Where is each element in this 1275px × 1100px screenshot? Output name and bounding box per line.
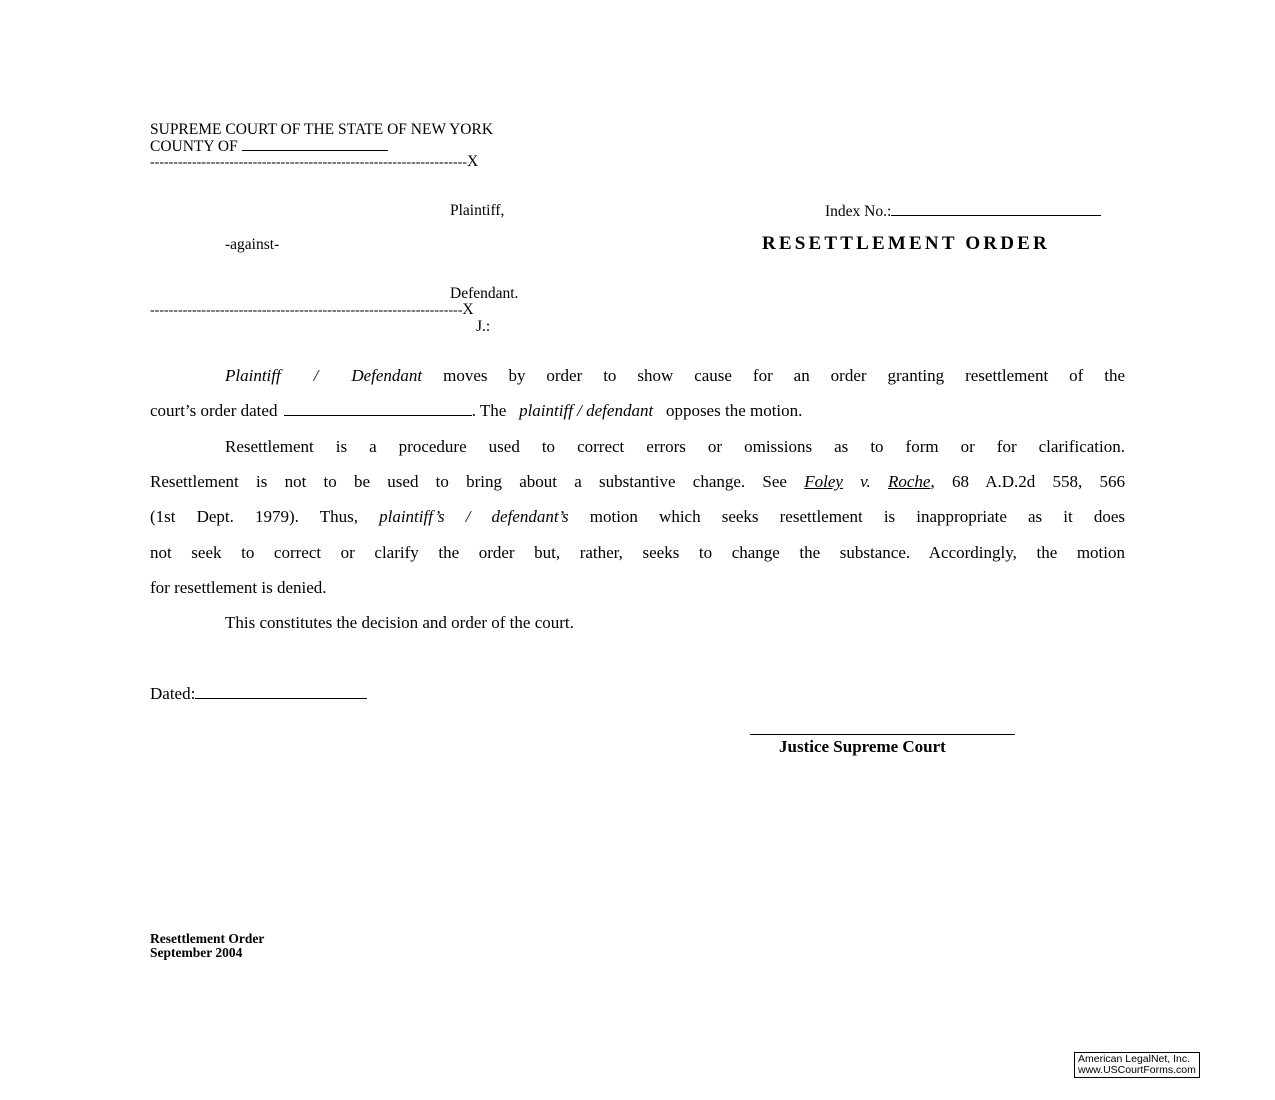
signature-line[interactable] [750,734,1015,735]
dated-line [150,684,367,704]
paragraph-2-line-3: (1st Dept. 1979). Thus, plaintiff’s / defendant’s motion which seeks resettlement is inappropriate as it does [150,507,1125,526]
footer-form-name: Resettlement Order [150,931,265,946]
caption-divider-top: --------------------------------------------------------------------X [150,153,479,170]
dated-label: Dated: [150,684,196,703]
case-name-foley: Foley [804,472,843,491]
plaintiff-label: Plaintiff, [450,202,505,219]
paragraph-2-line-5: for resettlement is denied. [150,578,327,597]
defendant-label: Defendant. [450,285,519,302]
order-date-blank[interactable] [284,402,472,416]
county-blank[interactable] [242,137,388,151]
paragraph-1-line-1: Plaintiff / Defendant moves by order to show cause for an order granting resettlement of the [225,366,1125,385]
court-name: SUPREME COURT OF THE STATE OF NEW YORK [150,121,494,138]
judge-label: J.: [476,318,491,335]
publisher-name: American LegalNet, Inc. [1078,1053,1191,1065]
county-label: COUNTY OF [150,138,238,155]
index-number-line [825,202,1101,221]
against-label: -against- [225,236,280,253]
index-number-label: Index No.: [825,203,892,220]
party-placeholder-3: plaintiff’s / defendant’s [379,507,569,526]
paragraph-2-line-4: not seek to correct or clarify the order but, rather, seeks to change the substance. Accordingly, the motion [150,543,1125,562]
party-placeholder-2: plaintiff / defendant [519,401,654,420]
case-name-roche: Roche [887,472,931,491]
footer-form-date: September 2004 [150,945,243,960]
index-number-blank[interactable] [891,202,1101,216]
paragraph-3: This constitutes the decision and order of the court. [225,613,574,632]
caption-divider-bottom: -------------------------------------------------------------------X [150,301,474,318]
document-title: RESETTLEMENT ORDER [762,233,1050,254]
dated-blank[interactable] [195,685,367,699]
party-placeholder: Plaintiff / Defendant [225,366,423,385]
publisher-url: www.USCourtForms.com [1078,1064,1196,1076]
signature-label: Justice Supreme Court [779,737,946,756]
paragraph-2-line-2: Resettlement is not to be used to bring about a substantive change. See Foley v. Roche, 68 A.D.2d 558, 566 [150,472,1126,491]
paragraph-2-line-1: Resettlement is a procedure used to correct errors or omissions as to form or for clarification. [225,437,1125,456]
paragraph-1-line-2: court’s order dated . The plaintiff / defendant opposes the motion. [150,401,803,420]
publisher-stamp [1074,1052,1200,1078]
